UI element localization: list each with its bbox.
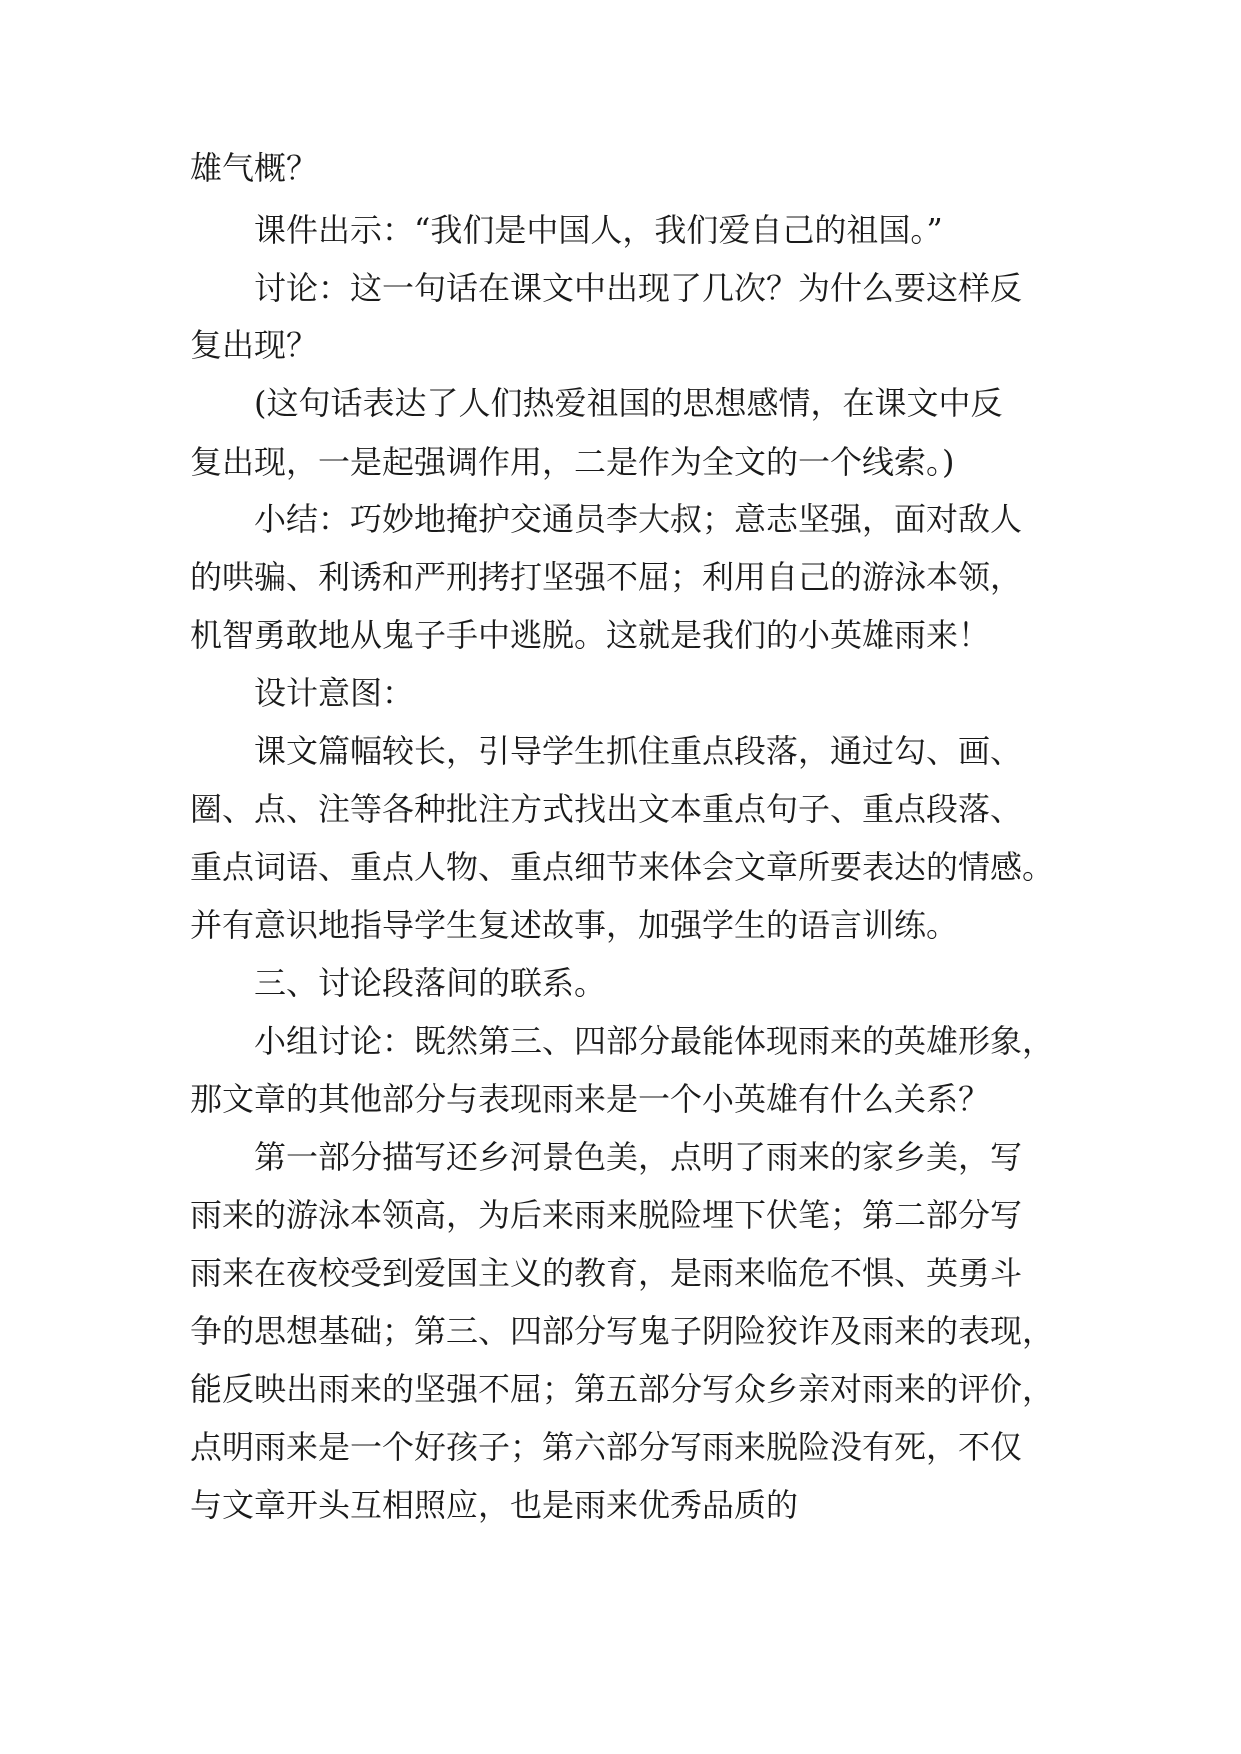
text-line: 讨论：这一句话在课文中出现了几次？为什么要这样反 (254, 269, 1023, 307)
text-line: 圈、点、注等各种批注方式找出文本重点句子、重点段落、 (190, 790, 1023, 828)
text-line: 争的思想基础；第三、四部分写鬼子阴险狡诈及雨来的表现， (190, 1312, 1055, 1350)
text-line: 雨来的游泳本领高，为后来雨来脱险埋下伏笔；第二部分写 (190, 1196, 1023, 1234)
text-line: 并有意识地指导学生复述故事，加强学生的语言训练。 (190, 906, 959, 944)
text-line: 雨来在夜校受到爱国主义的教育，是雨来临危不惧、英勇斗 (190, 1254, 1023, 1292)
text-line: 设计意图： (254, 674, 415, 712)
text-line: 小结：巧妙地掩护交通员李大叔；意志坚强，面对敌人 (254, 500, 1023, 538)
text-line: 的哄骗、利诱和严刑拷打坚强不屈；利用自己的游泳本领， (190, 558, 1023, 596)
text-line: 机智勇敢地从鬼子手中逃脱。这就是我们的小英雄雨来！ (190, 616, 991, 654)
text-line: 课文篇幅较长，引导学生抓住重点段落，通过勾、画、 (254, 732, 1023, 770)
text-line: 第一部分描写还乡河景色美，点明了雨来的家乡美，写 (254, 1138, 1023, 1176)
text-line: 复出现，一是起强调作用，二是作为全文的一个线索。) (190, 443, 955, 481)
text-line: 点明雨来是一个好孩子；第六部分写雨来脱险没有死，不仅 (190, 1428, 1023, 1466)
text-line: 能反映出雨来的坚强不屈；第五部分写众乡亲对雨来的评价， (190, 1370, 1055, 1408)
text-line: 那文章的其他部分与表现雨来是一个小英雄有什么关系？ (190, 1080, 991, 1118)
text-line: 雄气概？ (190, 149, 319, 187)
text-line: 三、讨论段落间的联系。 (254, 964, 607, 1002)
text-line: 课件出示：“我们是中国人，我们爱自己的祖国。” (254, 211, 943, 249)
text-line: 重点词语、重点人物、重点细节来体会文章所要表达的情感。 (190, 848, 1055, 886)
text-line: 复出现？ (190, 326, 319, 364)
text-line: (这句话表达了人们热爱祖国的思想感情，在课文中反 (254, 384, 1003, 422)
text-line: 与文章开头互相照应，也是雨来优秀品质的 (190, 1486, 799, 1524)
text-line: 小组讨论：既然第三、四部分最能体现雨来的英雄形象， (254, 1022, 1055, 1060)
